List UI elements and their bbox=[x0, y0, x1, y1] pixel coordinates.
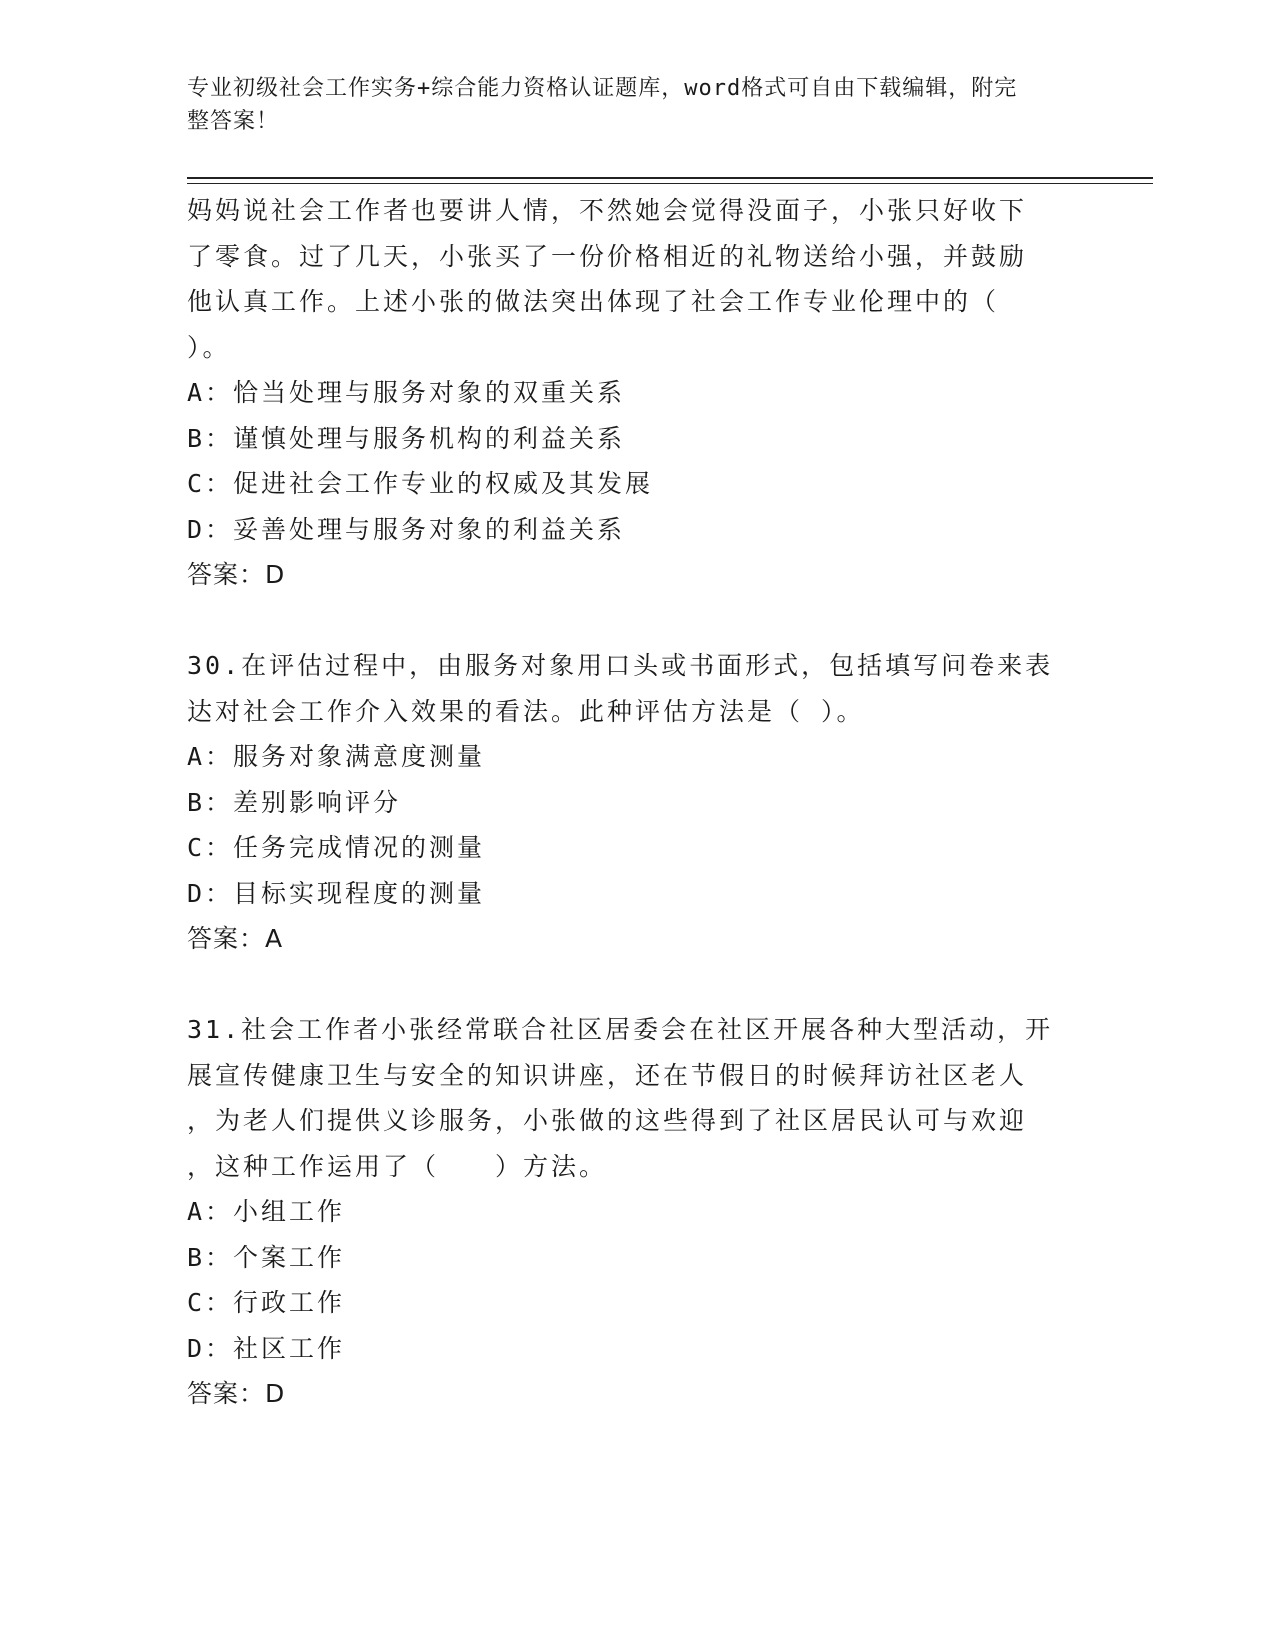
question-block-30 bbox=[187, 643, 1087, 962]
header-divider-thick bbox=[187, 177, 1153, 179]
question-list bbox=[187, 188, 1087, 1417]
question-text-line: 他认真工作。上述小张的做法突出体现了社会工作专业伦理中的（ bbox=[187, 287, 1000, 316]
question-block-31 bbox=[187, 1007, 1087, 1417]
question-text-line: 30.在评估过程中，由服务对象用口头或书面形式，包括填写问卷来表 bbox=[187, 651, 1054, 680]
question-text-line: 展宣传健康卫生与安全的知识讲座，还在节假日的时候拜访社区老人 bbox=[187, 1060, 1028, 1090]
header-line: 整答案！ bbox=[187, 109, 280, 134]
question-block-29 bbox=[187, 188, 1087, 598]
option-b: B：个案工作 bbox=[187, 1242, 346, 1272]
question-text-line: 妈妈说社会工作者也要讲人情，不然她会觉得没面子，小张只好收下 bbox=[187, 196, 1028, 225]
spacer bbox=[187, 598, 1087, 644]
option-c: C：任务完成情况的测量 bbox=[187, 833, 486, 862]
header-line: 专业初级社会工作实务+综合能力资格认证题库，word格式可自由下载编辑，附完 bbox=[187, 76, 1018, 101]
option-d: D：妥善处理与服务对象的利益关系 bbox=[187, 514, 626, 544]
spacer bbox=[187, 962, 1087, 1008]
answer-line: 答案：D bbox=[187, 1379, 286, 1408]
option-b: B：差别影响评分 bbox=[187, 787, 402, 817]
option-a: A：恰当处理与服务对象的双重关系 bbox=[187, 378, 626, 407]
question-text-line: 达对社会工作介入效果的看法。此种评估方法是（ ）。 bbox=[187, 696, 865, 726]
question-text-line: 31.社会工作者小张经常联合社区居委会在社区开展各种大型活动，开 bbox=[187, 1015, 1054, 1044]
answer-line: 答案：D bbox=[187, 560, 286, 589]
header-divider-thin bbox=[187, 183, 1153, 184]
question-text-line: ，这种工作运用了（ ）方法。 bbox=[187, 1151, 608, 1181]
question-text-line: 了零食。过了几天，小张买了一份价格相近的礼物送给小强，并鼓励 bbox=[187, 241, 1028, 271]
option-c: C：行政工作 bbox=[187, 1288, 346, 1317]
option-a: A：小组工作 bbox=[187, 1197, 346, 1226]
option-d: D：目标实现程度的测量 bbox=[187, 878, 486, 908]
option-c: C：促进社会工作专业的权威及其发展 bbox=[187, 469, 654, 498]
document-header bbox=[187, 72, 1087, 138]
question-text-line: ）。 bbox=[187, 332, 231, 362]
question-text-line: ，为老人们提供义诊服务，小张做的这些得到了社区居民认可与欢迎 bbox=[187, 1106, 1028, 1135]
option-b: B：谨慎处理与服务机构的利益关系 bbox=[187, 423, 626, 453]
answer-line: 答案：A bbox=[187, 924, 284, 953]
option-a: A：服务对象满意度测量 bbox=[187, 742, 486, 771]
option-d: D：社区工作 bbox=[187, 1333, 346, 1363]
